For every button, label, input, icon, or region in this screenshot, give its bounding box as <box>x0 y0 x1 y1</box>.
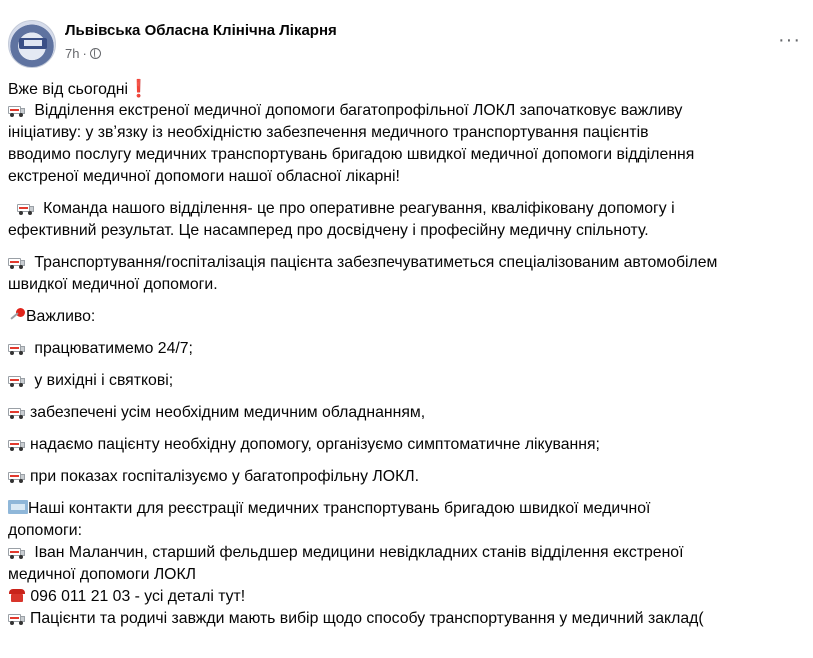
globe-icon[interactable] <box>90 48 101 59</box>
meta-separator: · <box>82 46 87 61</box>
ambulance-icon <box>8 342 26 354</box>
ambulance-icon <box>8 374 26 386</box>
paragraph-transport <box>8 252 808 296</box>
bullet-4: надаємо пацієнту необхідну допомогу, організуємо симптоматичне лікування; <box>30 436 600 453</box>
ambulance-icon <box>8 256 26 268</box>
ambulance-icon <box>8 406 26 418</box>
paragraph-3-line-2: швидкої медичної допомоги. <box>8 276 218 293</box>
important-label: Важливо: <box>26 308 96 325</box>
bullet-item <box>8 466 808 488</box>
paragraph-1-line-3: вводимо послугу медичних транспортувань бригадою швидкої медичної допомоги відділення <box>8 146 695 163</box>
paragraph-3-line-1: Транспортування/госпіталізація пацієнта забезпечуватиметься спеціалізованим автомобілем <box>34 254 718 271</box>
ambulance-icon <box>8 438 26 450</box>
page-name-link[interactable]: Львівська Обласна Клінічна Лікарня <box>65 22 337 39</box>
page-avatar[interactable] <box>8 20 56 68</box>
ambulance-icon <box>17 202 35 214</box>
contacts-line-1: Наші контакти для реєстрації медичних транспортувань бригадою швидкої медичної <box>28 500 651 517</box>
station-icon <box>8 500 28 514</box>
paragraph-1-line-1: Відділення екстреної медичної допомоги багатопрофільної ЛОКЛ започатковує важливу <box>34 102 683 119</box>
paragraph-1-line-2: ініціативу: у звʼязку із необхідністю забезпечення медичного транспортування пацієнтів <box>8 124 649 141</box>
exclamation-icon: ❗ <box>128 79 150 98</box>
paragraph-contacts <box>8 498 808 630</box>
paragraph-2-line-1: Команда нашого відділення- це про оперативне реагування, кваліфіковану допомогу і <box>43 200 675 217</box>
phone-line: 096 011 21 03 - усі деталі тут! <box>30 588 246 605</box>
bullet-2: у вихідні і святкові; <box>34 372 174 389</box>
ambulance-icon <box>8 104 26 116</box>
post-text <box>8 78 808 640</box>
post-header <box>8 14 813 70</box>
contact-person-line-1: Іван Маланчин, старший фельдшер медицини невідкладних станів відділення екстреної <box>34 544 684 561</box>
round-pushpin-icon <box>8 307 26 323</box>
bullet-3: забезпечені усім необхідним медичним обладнанням, <box>30 404 426 421</box>
bullet-item <box>8 402 808 424</box>
ambulance-icon <box>8 470 26 482</box>
post-time[interactable]: 7h <box>65 46 80 61</box>
bullet-1: працюватимемо 24/7; <box>34 340 193 357</box>
bullet-item <box>8 370 808 392</box>
intro-text: Вже від сьогодні <box>8 81 129 98</box>
paragraph-important <box>8 306 808 328</box>
post-meta <box>65 46 101 61</box>
paragraph-1-line-4: екстреної медичної допомоги нашої обласної лікарні! <box>8 168 400 185</box>
contact-person-line-2: медичної допомоги ЛОКЛ <box>8 566 197 583</box>
bullet-item <box>8 434 808 456</box>
ambulance-icon <box>8 612 26 624</box>
bullet-item <box>8 338 808 360</box>
paragraph-2-line-2: ефективний результат. Це насамперед про досвідчену і професійну медичну спільноту. <box>8 222 649 239</box>
paragraph-intro <box>8 78 808 188</box>
ambulance-icon <box>8 546 26 558</box>
contacts-line-2: допомоги: <box>8 522 82 539</box>
more-options-button[interactable]: ··· <box>778 29 801 51</box>
telephone-icon <box>8 588 26 602</box>
bullet-5: при показах госпіталізуємо у багатопрофільну ЛОКЛ. <box>30 468 420 485</box>
last-line: Пацієнти та родичі завжди мають вибір щодо способу транспортування у медичний заклад( <box>30 610 704 627</box>
paragraph-team <box>8 198 808 242</box>
